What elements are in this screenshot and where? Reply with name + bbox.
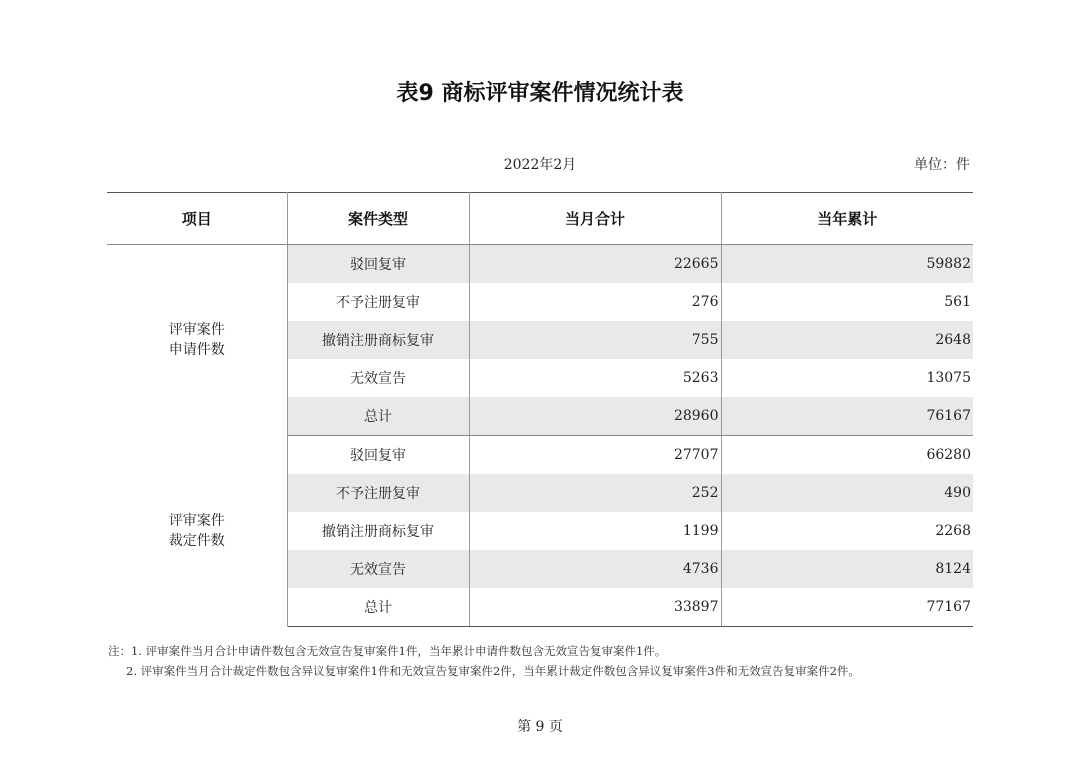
year-value-cell: 561 <box>944 294 971 310</box>
group-applications <box>107 245 973 436</box>
case-type-cell: 总计 <box>287 588 469 627</box>
month-value-cell: 5263 <box>469 359 721 397</box>
report-date: 2022年2月 <box>503 157 577 173</box>
group-label-line1: 评审案件 <box>168 322 225 339</box>
footnotes <box>108 641 860 681</box>
year-value-cell: 77167 <box>721 588 973 627</box>
month-value-cell: 28960 <box>469 397 721 436</box>
footnote-2: 2. 评审案件当月合计裁定件数包含异议复审案件1件和无效宣告复审案件2件，当年累计裁定件数包含异议复审案件3件和无效宣告复审案件2件。 <box>126 664 860 678</box>
month-value-cell: 755 <box>469 321 721 359</box>
group-decisions <box>107 436 973 627</box>
case-type-cell: 不予注册复审 <box>287 474 469 512</box>
month-value-cell: 276 <box>469 283 721 321</box>
footnote-1: 注：1. 评审案件当月合计申请件数包含无效宣告复审案件1件，当年累计申请件数包含无效宣告复审案件1件。 <box>108 644 667 658</box>
month-value-cell: 33897 <box>469 588 721 627</box>
group-label-line2: 裁定件数 <box>168 533 225 549</box>
statistics-table <box>107 192 973 627</box>
year-value-cell: 13075 <box>926 370 971 386</box>
month-value-cell: 22665 <box>469 245 721 284</box>
case-type-cell: 无效宣告 <box>287 550 469 588</box>
year-value-cell: 66280 <box>926 447 971 463</box>
header-case-type: 案件类型 <box>287 193 469 245</box>
header-month-total: 当月合计 <box>469 193 721 245</box>
month-value-cell: 1199 <box>469 512 721 550</box>
page-number: 第 9 页 <box>517 719 563 735</box>
unit-label: 单位：件 <box>914 157 970 173</box>
group-label-line2: 申请件数 <box>168 342 225 359</box>
case-type-cell: 撤销注册商标复审 <box>287 512 469 550</box>
page-title: 表9 商标评审案件情况统计表 <box>396 81 684 106</box>
month-value-cell: 27707 <box>469 436 721 475</box>
table-row <box>107 245 973 284</box>
year-value-cell: 8124 <box>721 550 973 588</box>
month-value-cell: 252 <box>469 474 721 512</box>
group-label <box>107 245 287 436</box>
group-label <box>107 436 287 627</box>
case-type-cell: 驳回复审 <box>287 245 469 284</box>
header-year-total: 当年累计 <box>721 193 973 245</box>
case-type-cell: 撤销注册商标复审 <box>287 321 469 359</box>
year-value-cell: 490 <box>721 474 973 512</box>
table-row <box>107 436 973 475</box>
header-item: 项目 <box>107 193 287 245</box>
group-label-line1: 评审案件 <box>168 513 225 529</box>
year-value-cell: 2648 <box>721 321 973 359</box>
year-value-cell: 76167 <box>721 397 973 436</box>
year-value-cell: 59882 <box>721 245 973 284</box>
table-header-row <box>107 193 973 245</box>
month-value-cell: 4736 <box>469 550 721 588</box>
case-type-cell: 无效宣告 <box>287 359 469 397</box>
case-type-cell: 总计 <box>287 397 469 436</box>
year-value-cell: 2268 <box>935 523 971 539</box>
case-type-cell: 不予注册复审 <box>287 283 469 321</box>
case-type-cell: 驳回复审 <box>287 436 469 475</box>
